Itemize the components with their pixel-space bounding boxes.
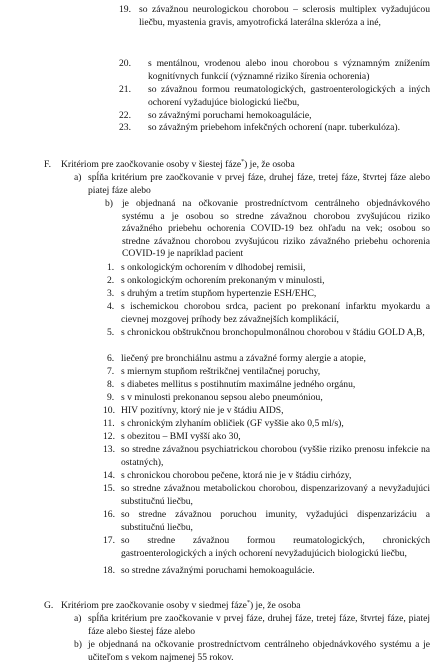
list-item: [107, 288, 430, 301]
item-number: 19.: [119, 4, 131, 15]
list-item: [107, 327, 430, 340]
item-text: so závažnou formou reumatologických, gastroenterologických a iných ochorení vyžadujúce biologickú liečbu,: [148, 84, 430, 108]
item-number: 9.: [107, 392, 115, 403]
list-item: [103, 405, 430, 418]
item-text: so stredne závažnou formou reumatologických, chronických gastroenterologických a iných ochorení nevyžadujúcich biologickú liečbu,: [121, 535, 430, 559]
criterion-text: je objednaná na očkovanie prostredníctvom centrálneho objednávkového systému a je učiteľom s vekom najmenej 55 rokov.: [88, 639, 430, 663]
item-number: 22.: [119, 110, 131, 121]
list-item: [103, 483, 430, 508]
list-item: [107, 366, 430, 379]
item-number: 15.: [103, 483, 115, 494]
item-number: 11.: [103, 418, 115, 429]
list-item: [107, 301, 430, 326]
criterion-label: b): [74, 639, 82, 650]
item-text: so stredne závažnými poruchami hemokoagulácie.: [121, 565, 315, 576]
item-text: so stredne závažnou poruchou imunity, vyžadujúci dispenzarizáciu a substitučnú liečbu,: [121, 509, 430, 533]
item-text: s onkologickým ochorením v dlhodobej remisii,: [121, 262, 306, 273]
item-text: s diabetes mellitus s postihnutím maximálne jedného orgánu,: [121, 379, 356, 390]
item-text: so stredne závažnou metabolickou chorobou, dispenzarizovaný a nevyžadujúci substitučnú liečbu,: [121, 483, 430, 507]
item-number: 14.: [103, 470, 115, 481]
item-text: HIV pozitívny, ktorý nie je v štádiu AIDS,: [121, 405, 284, 416]
item-number: 18.: [103, 565, 115, 576]
item-number: 13.: [103, 444, 115, 455]
item-text: s v minulosti prekonanou sepsou alebo pneumóniou,: [121, 392, 323, 403]
list-item: [119, 58, 430, 83]
section-letter: F.: [44, 159, 51, 170]
section-letter: G.: [44, 600, 54, 611]
list-item: [103, 418, 430, 431]
criterion-label: a): [74, 172, 82, 183]
criterion-label: a): [74, 613, 82, 624]
item-number: 4.: [107, 301, 115, 312]
list-item: [119, 4, 430, 29]
item-text: s ischemickou chorobou srdca, pacient po prekonaní infarktu myokardu a cievnej mozgovej príhody bez závažnejších komplikácií,: [121, 301, 430, 325]
item-number: 17.: [103, 535, 115, 546]
item-text: s mentálnou, vrodenou alebo inou chorobou s významným znížením kognitívnych funkcií (významné riziko šírenia ochorenia): [148, 58, 430, 82]
item-number: 3.: [107, 288, 115, 299]
list-item: [107, 379, 430, 392]
criterion-a: [74, 172, 430, 197]
list-item: [119, 122, 430, 135]
criterion-a: [74, 613, 430, 638]
item-text: so závažnými poruchami hemokoagulácie,: [148, 110, 312, 121]
item-text: s chronickou obštrukčnou bronchopulmonálnou chorobou v štádiu GOLD A,B,: [121, 327, 425, 338]
list-item: [119, 84, 430, 109]
item-text: s onkologickým ochorením prekonaným v minulosti,: [121, 275, 325, 286]
item-number: 12.: [103, 431, 115, 442]
list-item: [107, 275, 430, 288]
item-text: so závažnou neurologickou chorobou – sclerosis multiplex vyžadujúcou liečbu, myastenia gravis, amyotrofická laterálna skleróza a iné,: [139, 4, 430, 28]
list-item: [103, 535, 430, 560]
criterion-b: [74, 639, 430, 664]
criterion-text: je objednaná na očkovanie prostredníctvom centrálneho objednávkového systému a je osobou so stredne závažnou chorobou zvyšujúcou riziko závažného priebehu ochorenia COVID-19 bez ohľadu na vek; osobou so stredne závažnou chorobou zvyšujúcou riziko závažného priebehu ochorenia COVID-19 je napríklad pacient: [122, 198, 430, 259]
item-number: 5.: [107, 327, 115, 338]
item-text: s chronickým zlyhaním obličiek (GF vyššie ako 0,5 ml/s),: [121, 418, 344, 429]
criterion-label: b): [105, 198, 113, 209]
list-item: [103, 565, 430, 578]
item-number: 23.: [119, 122, 131, 133]
item-text: s obezitou – BMI vyšší ako 30,: [121, 431, 241, 442]
list-item: [103, 444, 430, 469]
list-item: [103, 431, 430, 444]
list-item: [107, 392, 430, 405]
item-number: 10.: [103, 405, 115, 416]
item-number: 1.: [107, 262, 115, 273]
criterion-text: spĺňa kritérium pre zaočkovanie v prvej fáze, druhej fáze, tretej fáze, štvrtej fáze, piatej fáze alebo šiestej fáze alebo: [88, 613, 430, 637]
item-text: so závažným priebehom infekčných ochorení (napr. tuberkulóza).: [148, 122, 401, 133]
list-item: [103, 509, 430, 534]
list-item: [107, 262, 430, 275]
section-title: Kritériom pre zaočkovanie osoby v šiestej fáze*) je, že osoba: [61, 158, 295, 170]
item-number: 21.: [119, 84, 131, 95]
list-item: [107, 353, 430, 366]
criterion-text: spĺňa kritérium pre zaočkovanie v prvej fáze, druhej fáze, tretej fáze, štvrtej fáze alebo piatej fáze alebo: [88, 172, 430, 196]
item-text: s druhým a tretím stupňom hypertenzie ESH/EHC,: [121, 288, 317, 299]
item-text: s miernym stupňom reštrikčnej ventilačnej poruchy,: [121, 366, 321, 377]
section-g-heading: [44, 600, 430, 613]
item-text: liečený pre bronchiálnu astmu a závažné formy alergie a atopie,: [121, 353, 366, 364]
item-number: 2.: [107, 275, 115, 286]
section-title: Kritériom pre zaočkovanie osoby v siedmej fáze*) je, že osoba: [61, 599, 301, 611]
section-f-heading: [44, 159, 430, 172]
list-item: [119, 110, 430, 123]
item-text: s chronickou chorobou pečene, ktorá nie je v štádiu cirhózy,: [121, 470, 352, 481]
item-number: 6.: [107, 353, 115, 364]
item-number: 16.: [103, 509, 115, 520]
item-number: 8.: [107, 379, 115, 390]
list-item: [103, 470, 430, 483]
item-number: 7.: [107, 366, 115, 377]
item-text: so stredne závažnou psychiatrickou chorobou (vyššie riziko prenosu infekcie na ostatných),: [121, 444, 430, 468]
item-number: 20.: [119, 58, 131, 69]
criterion-b: [105, 198, 430, 261]
